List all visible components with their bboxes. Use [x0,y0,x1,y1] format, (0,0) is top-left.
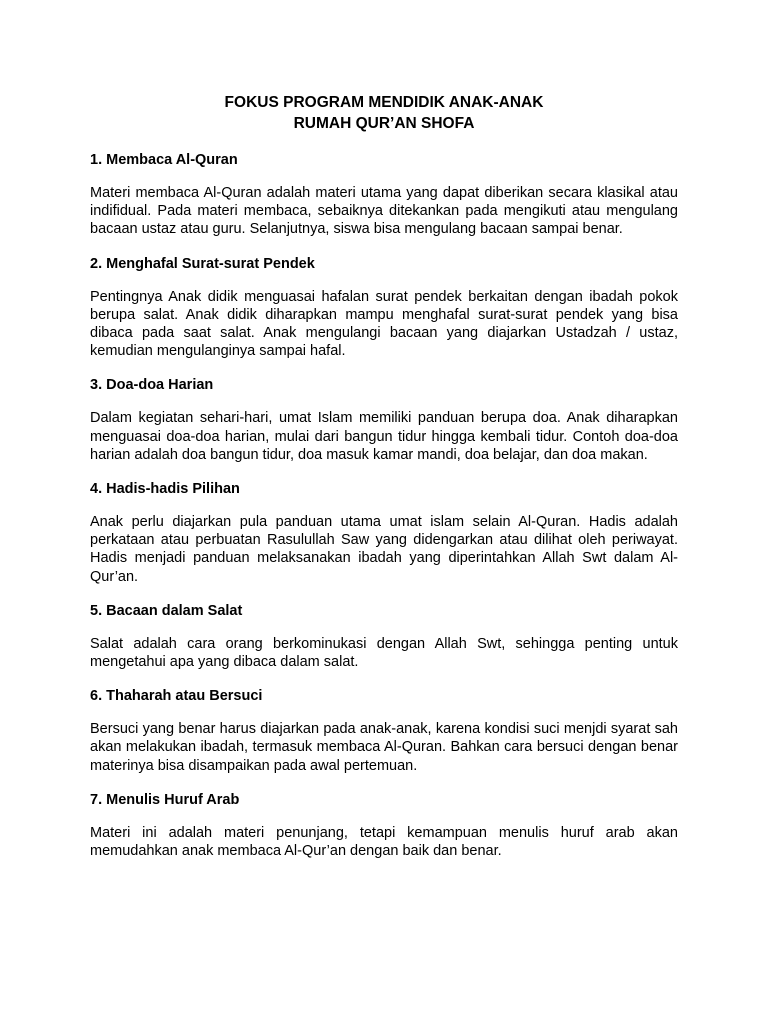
section-3 [90,376,678,464]
section-heading: 7. Menulis Huruf Arab [90,791,240,808]
section-body: Salat adalah cara orang berkominukasi dengan Allah Swt, sehingga penting untuk mengetahui apa yang dibaca dalam salat. [90,635,678,671]
section-5 [90,602,678,671]
section-2 [90,255,678,361]
document-title [90,92,678,134]
section-7 [90,791,678,860]
section-body: Dalam kegiatan sehari-hari, umat Islam memiliki panduan berupa doa. Anak diharapkan menguasai doa-doa harian, mulai dari bangun tidur hingga kembali tidur. Contoh doa-doa harian adalah doa bangun tidur, doa masuk kamar mandi, doa belajar, dan doa makan. [90,410,678,463]
title-line-2: RUMAH QUR’AN SHOFA [293,115,475,132]
section-heading: 4. Hadis-hadis Pilihan [90,481,240,498]
section-body: Materi membaca Al-Quran adalah materi utama yang dapat diberikan secara klasikal atau indifidual. Pada materi membaca, sebaiknya ditekankan pada mengikuti atau mengulang bacaan ustaz atau guru. Selanjutnya, siswa bisa mengulang bacaan sampai benar. [90,185,678,238]
section-heading: 2. Menghafal Surat-surat Pendek [90,255,315,272]
title-line-1: FOKUS PROGRAM MENDIDIK ANAK-ANAK [224,94,544,111]
section-heading: 6. Thaharah atau Bersuci [90,688,263,705]
section-6 [90,687,678,775]
section-1 [90,151,678,239]
section-body: Materi ini adalah materi penunjang, tetapi kemampuan menulis huruf arab akan memudahkan anak membaca Al-Qur’an dengan baik dan benar. [90,824,678,860]
section-body: Pentingnya Anak didik menguasai hafalan surat pendek berkaitan dengan ibadah pokok berupa salat. Anak didik diharapkan mampu menghafal surat-surat pendek yang bisa dibaca pada saat salat. Anak mengulangi bacaan yang diajarkan Ustadzah / ustaz, kemudian mengulanginya sampai hafal. [90,288,678,360]
section-body: Bersuci yang benar harus diajarkan pada anak-anak, karena kondisi suci menjdi syarat sah akan melakukan ibadah, termasuk membaca Al-Quran. Bahkan cara bersuci dengan benar materinya bisa disampaikan pada awal pertemuan. [90,721,678,774]
section-heading: 3. Doa-doa Harian [90,377,214,394]
section-4 [90,480,678,586]
section-body: Anak perlu diajarkan pula panduan utama umat islam selain Al-Quran. Hadis adalah perkataan atau perbuatan Rasulullah Saw yang didengarkan atau dilihat oleh periwayat. Hadis menjadi panduan melaksanakan ibadah yang diperintahkan Allah Swt dalam Al-Qur’an. [90,514,678,585]
section-heading: 1. Membaca Al-Quran [90,152,238,168]
section-heading: 5. Bacaan dalam Salat [90,602,243,619]
